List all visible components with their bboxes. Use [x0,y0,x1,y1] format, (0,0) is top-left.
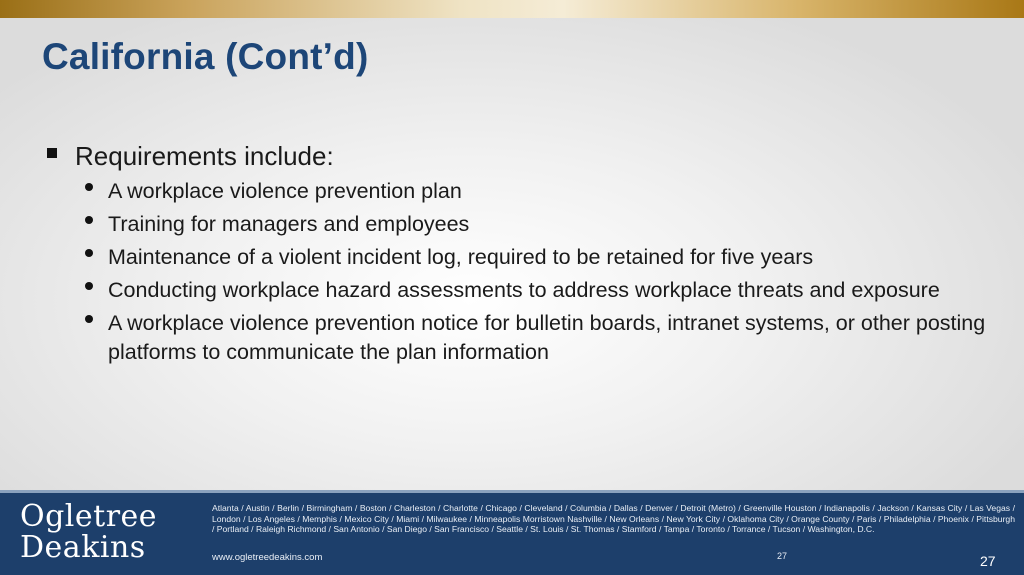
footer-bar [0,490,1024,575]
bullet-text: Maintenance of a violent incident log, required to be retained for five years [108,245,814,269]
bullet-text: Conducting workplace hazard assessments to address workplace threats and exposure [108,278,940,302]
ogletree-deakins-logo[interactable] [20,501,157,563]
round-bullet-icon [85,282,93,290]
round-bullet-icon [85,315,93,323]
square-bullet-icon [47,148,57,158]
bullet-text: A workplace violence prevention notice for bulletin boards, intranet systems, or other posting platforms to communicate the plan information [108,311,986,364]
bullet-list [85,177,995,371]
bullet-text: Training for managers and employees [108,212,470,236]
list-item [85,309,995,366]
list-item [85,276,995,305]
list-item [85,177,995,206]
round-bullet-icon [85,249,93,257]
bullet-text: A workplace violence prevention plan [108,179,462,203]
website-link[interactable]: www.ogletreedeakins.com [212,552,323,563]
list-item [85,210,995,239]
office-locations: Atlanta / Austin / Berlin / Birmingham / Boston / Charleston / Charlotte / Chicago / Cleveland / Columbia / Dallas / Denver / Detroit (Metro) / Greenville Houston / Indianapolis / Jackson / Kansas City / Las Vegas / London / Los Angeles / Memphis / Mexico City / Miami / Milwaukee / Minneapolis Morristown Nashville / New Orleans / New York City / Oklahoma City / Orange County / Paris / Philadelphia / Phoenix / Pittsburgh / Portland / Raleigh Richmond / San Antonio / San Diego / San Francisco / Seattle / St. Louis / St. Thomas / Stamford / Tampa / Toronto / Torrance / Tucson / Washington, D.C. [212,503,1015,535]
logo-line-2: Deakins [20,530,146,565]
list-item [85,243,995,272]
page-number: 27 [980,553,996,569]
round-bullet-icon [85,183,93,191]
level1-text: Requirements include: [75,141,334,171]
gold-top-bar [0,0,1024,18]
slide-title: California (Cont’d) [42,36,369,77]
round-bullet-icon [85,216,93,224]
page-number-small: 27 [777,551,788,561]
logo-line-1: Ogletree [20,499,158,534]
